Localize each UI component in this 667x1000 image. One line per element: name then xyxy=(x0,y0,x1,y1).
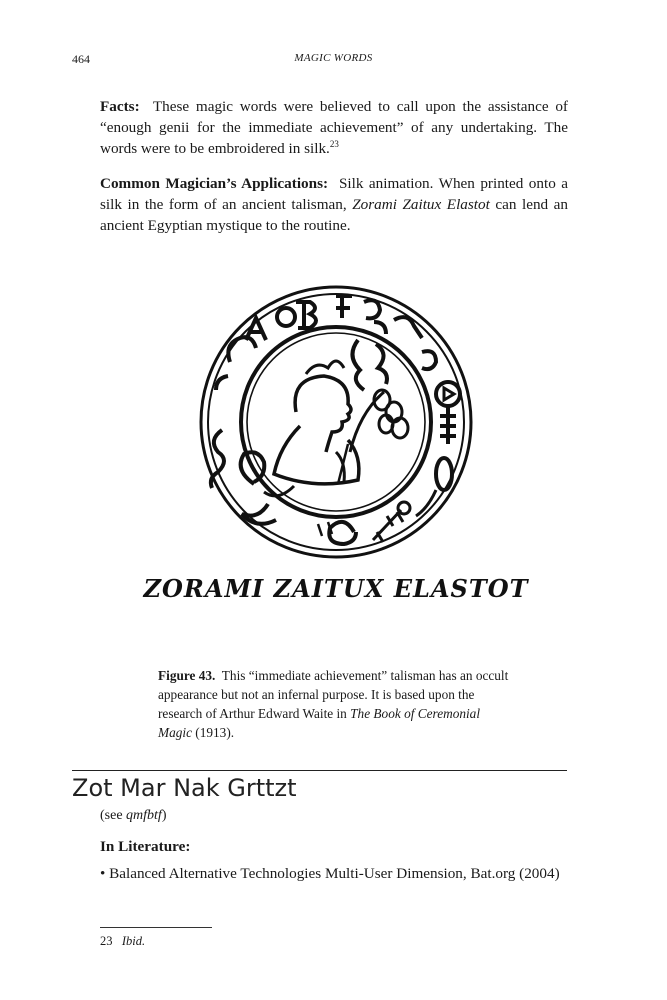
figure-text-1: This “immediate achievement” talisman has an occult appearance but not an infernal purpose. It is based upon the research of Arthur Edward Waite in xyxy=(158,668,509,721)
entry-divider xyxy=(72,770,567,771)
facts-text: These magic words were believed to call upon the assistance of “enough genii for the immediate achievement” of any undertaking. The words were to be embroidered in silk. xyxy=(100,98,568,157)
figure-label: Figure 43. xyxy=(158,668,216,683)
figure-text-2: (1913). xyxy=(191,725,235,740)
egyptian-talisman-icon xyxy=(143,262,529,603)
applications-text-2: can lend an ancient Egyptian mystique to the routine. xyxy=(100,196,568,234)
page-number: 464 xyxy=(72,52,90,66)
talisman-inscription: ZORAMI ZAITUX ELASTOT xyxy=(143,574,529,603)
footnote-reference: 23 xyxy=(329,138,339,149)
figure-caption xyxy=(158,666,510,742)
entry-title: Zot Mar Nak Grttzt xyxy=(72,774,297,802)
facts-paragraph xyxy=(100,96,568,159)
see-prefix: (see xyxy=(100,808,127,823)
applications-text-1: Silk animation. When printed onto a silk in the form of an ancient talisman, xyxy=(100,175,569,213)
figure-book-title: The Book of Ceremonial Magic xyxy=(158,706,481,740)
footnote-divider xyxy=(100,927,212,928)
literature-heading: In Literature: xyxy=(100,838,191,855)
applications-label: Common Magician’s Applications: xyxy=(100,175,329,192)
see-link[interactable]: qmfbtf xyxy=(126,808,162,823)
footnote-number: 23 xyxy=(100,934,113,948)
see-reference xyxy=(100,808,167,824)
footnote-text: Ibid. xyxy=(121,934,146,948)
running-head: MAGIC WORDS xyxy=(294,52,373,64)
facts-label: Facts: xyxy=(100,98,140,115)
see-suffix: ) xyxy=(161,808,167,823)
footnote xyxy=(100,934,145,949)
applications-paragraph xyxy=(100,173,568,236)
literature-item: • Balanced Alternative Technologies Multi-User Dimension, Bat.org (2004) xyxy=(100,865,560,882)
applications-italic-words: Zorami Zaitux Elastot xyxy=(352,196,490,213)
